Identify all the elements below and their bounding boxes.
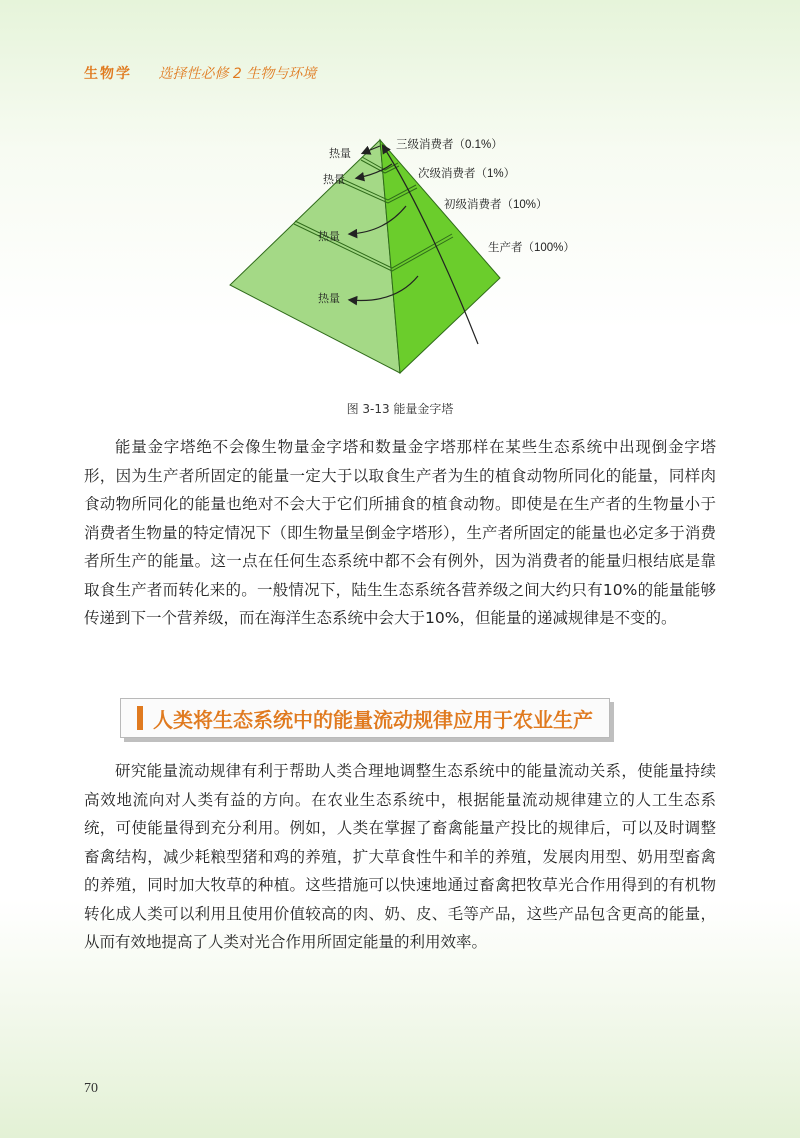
level-label-tertiary: 三级消费者（0.1%） xyxy=(396,139,503,151)
heat-label-2: 热量 xyxy=(323,174,345,186)
page-header xyxy=(84,63,316,83)
body-paragraph-2: 研究能量流动规律有利于帮助人类合理地调整生态系统中的能量流动关系，使能量持续高效地流向对人类有益的方向。在农业生态系统中，根据能量流动规律建立的人工生态系统，可使能量得到充分利用。例如，人类在掌握了畜禽能量产投比的规律后，可以及时调整畜禽结构，减少耗粮型猪和鸡的养殖，扩大草食性牛和羊的养殖，发展肉用型、奶用型畜禽的养殖，同时加大牧草的种植。这些措施可以快速地通过畜禽把牧草光合作用得到的有机物转化成人类可以利用且使用价值较高的肉、奶、皮、毛等产品，这些产品包含更高的能量，从而有效地提高了人类对光合作用所固定能量的利用效率。 xyxy=(84,762,716,951)
energy-pyramid-diagram xyxy=(220,128,580,388)
heat-label-1: 热量 xyxy=(329,148,351,160)
figure-caption: 图 3-13 能量金字塔 xyxy=(346,402,454,416)
section-title: 人类将生态系统中的能量流动规律应用于农业生产 xyxy=(153,707,593,732)
energy-pyramid-figure xyxy=(220,128,580,388)
section-marker xyxy=(137,706,143,730)
heat-label-4: 热量 xyxy=(318,293,340,305)
page-number: 70 xyxy=(84,1081,98,1096)
section-heading xyxy=(120,698,610,738)
level-label-producer: 生产者（100%） xyxy=(488,242,575,254)
level-label-secondary: 次级消费者（1%） xyxy=(418,168,516,180)
pyramid-front-face xyxy=(230,140,400,373)
heat-label-3: 热量 xyxy=(318,231,340,243)
body-paragraph-1: 能量金字塔绝不会像生物量金字塔和数量金字塔那样在某些生态系统中出现倒金字塔形，因为生产者所固定的能量一定大于以取食生产者为生的植食动物所同化的能量，同样肉食动物所同化的能量也绝对不会大于它们所捕食的植食动物。即使是在生产者的生物量小于消费者生物量的特定情况下（即生物量呈倒金字塔形），生产者所固定的能量也必定多于消费者所生产的能量。这一点在任何生态系统中都不会有例外，因为消费者的能量归根结底是靠取食生产者而转化来的。一般情况下，陆生生态系统各营养级之间大约只有10%的能量能够传递到下一个营养级，而在海洋生态系统中会大于10%，但能量的递减规律是不变的。 xyxy=(84,438,716,627)
subject-label: 生物学 xyxy=(84,66,132,82)
level-label-primary: 初级消费者（10%） xyxy=(444,199,548,211)
book-title: 选择性必修 2 生物与环境 xyxy=(158,66,317,82)
